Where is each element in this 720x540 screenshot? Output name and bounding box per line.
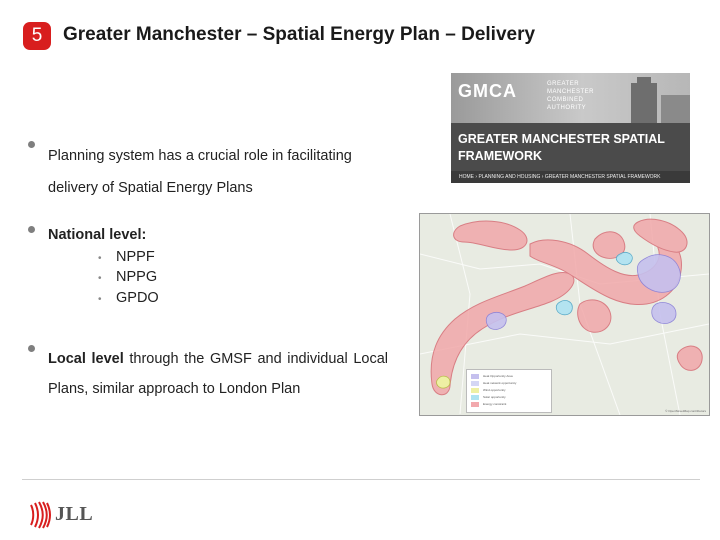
gmca-website-image <box>451 73 690 183</box>
bullet-marker <box>28 226 35 233</box>
legend-item <box>471 381 547 386</box>
legend-swatch <box>471 374 479 379</box>
legend-label: Heat Opportunity Area <box>483 374 513 378</box>
gmca-header <box>451 73 690 123</box>
authority-line: MANCHESTER <box>547 89 595 95</box>
bullet-national-level: National level: <box>48 227 147 243</box>
legend-item <box>471 374 547 379</box>
spatial-energy-map <box>419 213 710 416</box>
legend-swatch <box>471 388 479 393</box>
bullet-local-level <box>48 344 388 404</box>
map-legend <box>466 369 552 413</box>
sub-bullet-nppg: • NPPG <box>98 269 158 285</box>
gmsf-banner-text <box>458 131 665 165</box>
local-level-text: through the GMSF and individual Local Plans, similar approach to London Plan <box>48 351 388 397</box>
jll-logo-text: JLL <box>55 503 94 525</box>
sub-bullet-label: GPDO <box>116 290 159 306</box>
bullet-marker <box>28 345 35 352</box>
slide-title: Greater Manchester – Spatial Energy Plan – Delivery <box>63 24 536 45</box>
banner-line: GREATER MANCHESTER SPATIAL <box>458 132 665 146</box>
map-credit: © OpenStreetMap contributors <box>665 409 706 413</box>
banner-line: FRAMEWORK <box>458 149 543 163</box>
slide-number-badge: 5 <box>23 22 51 50</box>
legend-swatch <box>471 381 479 386</box>
sub-bullet-nppf: • NPPF <box>98 249 155 265</box>
legend-swatch <box>471 395 479 400</box>
legend-label: Solar opportunity <box>483 395 506 399</box>
gmca-logo: GMCA <box>458 81 517 101</box>
legend-item <box>471 402 547 407</box>
gmsf-banner <box>451 123 690 171</box>
legend-label: Heat network opportunity <box>483 381 517 385</box>
bullet-planning-system: Planning system has a crucial role in facilitating delivery of Spatial Energy Plans <box>48 148 352 196</box>
legend-item <box>471 388 547 393</box>
local-level-bold: Local level <box>48 351 124 367</box>
sub-bullet-label: NPPF <box>116 249 155 265</box>
gmca-authority-text <box>547 80 594 112</box>
map-graphic <box>420 214 709 415</box>
legend-swatch <box>471 402 479 407</box>
sub-bullet-label: NPPG <box>116 269 158 285</box>
legend-label: Wind opportunity <box>483 388 506 392</box>
legend-label: Energy constraint <box>483 402 507 406</box>
authority-line: GREATER <box>547 81 580 87</box>
sub-bullet-gpdo: • GPDO <box>98 290 159 306</box>
authority-line: COMBINED <box>547 97 584 103</box>
jll-logo-icon <box>29 501 53 529</box>
footer-divider <box>22 479 700 480</box>
bullet-marker <box>28 141 35 148</box>
authority-line: AUTHORITY <box>547 105 587 111</box>
gmca-breadcrumb: HOME › PLANNING AND HOUSING › GREATER MANCHESTER SPATIAL FRAMEWORK <box>451 171 690 183</box>
legend-item <box>471 395 547 400</box>
